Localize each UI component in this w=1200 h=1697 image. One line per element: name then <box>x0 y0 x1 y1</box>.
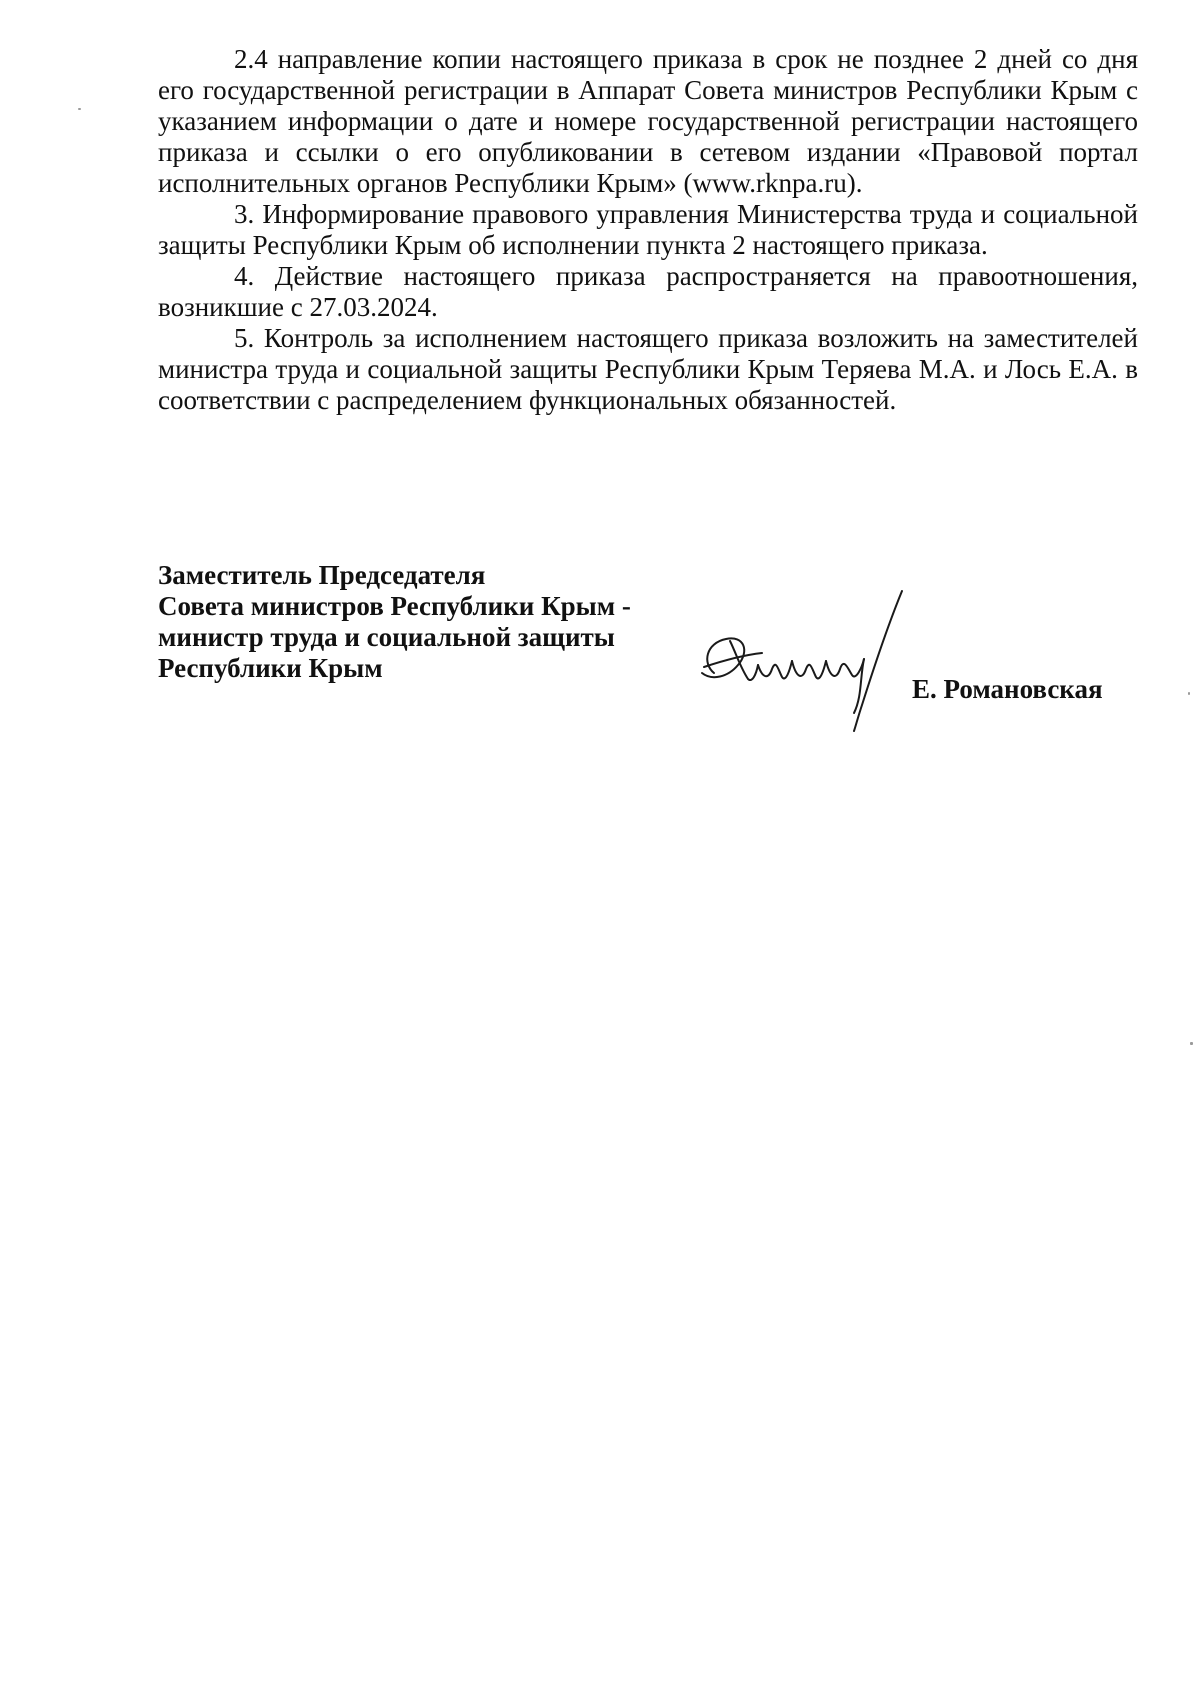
signatory-position <box>158 560 631 684</box>
paragraph-3: 3. Информирование правового управления Министерства труда и социальной защиты Республики Крым об исполнении пункта 2 настоящего приказа. <box>158 199 1138 260</box>
paragraph-2-4: 2.4 направление копии настоящего приказа в срок не позднее 2 дней со дня его государственной регистрации в Аппарат Совета министров Республики Крым с указанием информации о дате и номере государственной регистрации настоящего приказа и ссылки о его опубликовании в сетевом издании «Правовой портал исполнительных органов Республики Крым» (www.rknpa.ru). <box>158 44 1138 198</box>
scan-mark <box>78 108 81 110</box>
position-line: Республики Крым <box>158 653 383 683</box>
document-body <box>158 44 1138 416</box>
paragraph-5: 5. Контроль за исполнением настоящего приказа возложить на заместителей министра труда и социальной защиты Республики Крым Теряева М.А. и Лось Е.А. в соответствии с распределением функциональных обязанностей. <box>158 323 1138 415</box>
position-line: Заместитель Председателя <box>158 560 486 590</box>
handwritten-signature <box>692 585 942 735</box>
position-line: министр труда и социальной защиты <box>158 622 615 652</box>
scan-mark <box>1190 1042 1193 1045</box>
position-line: Совета министров Республики Крым - <box>158 591 631 621</box>
scan-mark <box>1188 692 1190 695</box>
signatory-name: Е. Романовская <box>912 674 1103 704</box>
paragraph-4: 4. Действие настоящего приказа распространяется на правоотношения, возникшие с 27.03.2024. <box>158 261 1138 322</box>
